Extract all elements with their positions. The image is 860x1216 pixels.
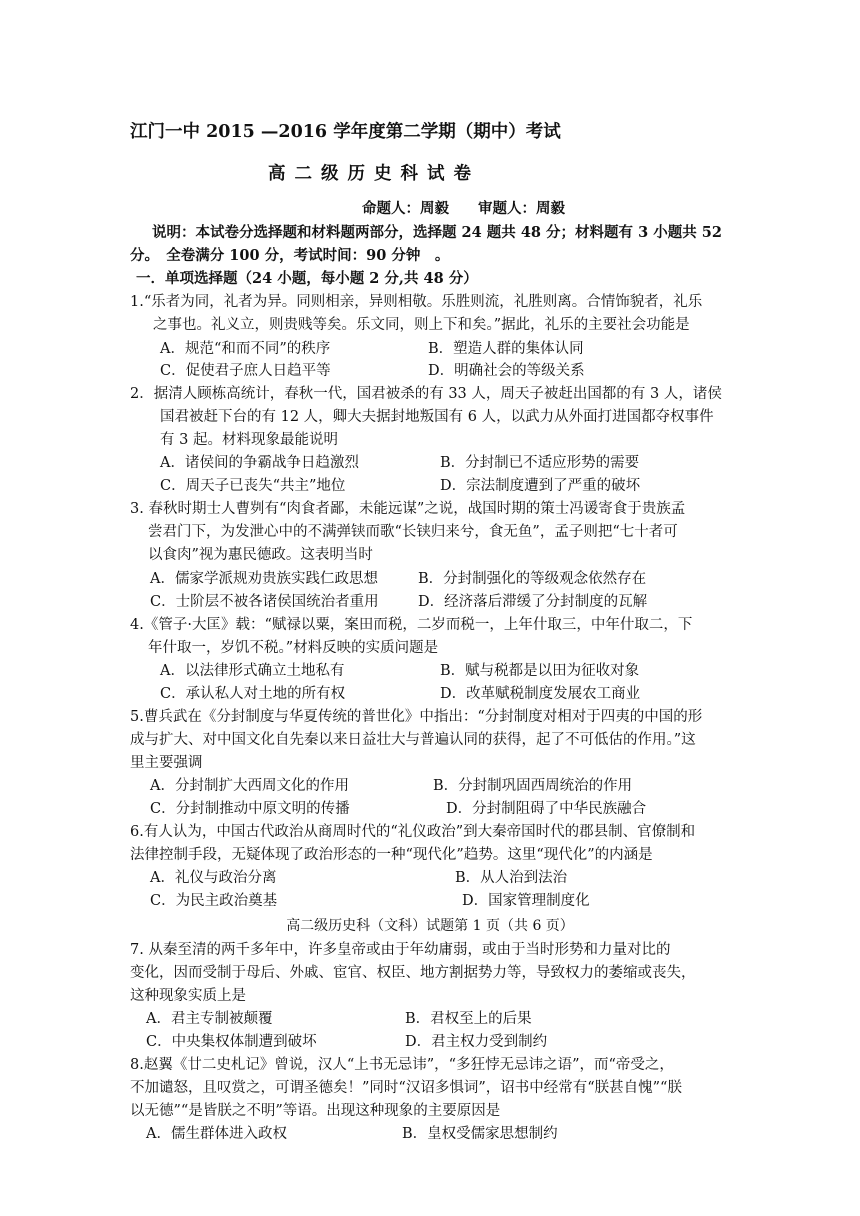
question-7-option-c: C．中央集权体制遭到破坏 (146, 1034, 317, 1050)
question-1-stem-line-2: 之事也。礼义立，则贵贱等矣。乐文同，则上下和矣。”据此，礼乐的主要社会功能是 (153, 317, 690, 333)
question-5-option-c: C．分封制推动中原文明的传播 (150, 801, 350, 817)
question-7-stem-line-1: 7. 从秦至清的两千多年中，许多皇帝或由于年幼庸弱，或由于当时形势和力量对比的 (130, 942, 671, 958)
question-3-stem-line-3: 以食肉”视为惠民德政。这表明当时 (148, 547, 373, 563)
question-3-stem-line-2: 尝君门下，为发泄心中的不满弹铗而歌“长铗归来兮，食无鱼”，孟子则把“七十者可 (148, 524, 678, 540)
question-6-stem-line-2: 法律控制手段，无疑体现了政治形态的一种“现代化”趋势。这里“现代化”的内涵是 (130, 847, 653, 863)
question-6-option-d: D．国家管理制度化 (462, 893, 590, 909)
question-7-option-a: A．君主专制被颠覆 (146, 1011, 273, 1027)
question-2-option-b: B．分封制已不适应形势的需要 (440, 455, 640, 471)
question-5-option-b: B．分封制巩固西周统治的作用 (433, 778, 633, 794)
question-2-option-a: A．诸侯间的争霸战争日趋激烈 (160, 455, 359, 471)
question-6-option-c: C．为民主政治奠基 (150, 893, 278, 909)
question-2-stem-line-3: 有 3 起。材料现象最能说明 (160, 432, 338, 448)
question-4-option-a: A．以法律形式确立土地私有 (160, 663, 345, 679)
exam-title: 江门一中 2015 —2016 学年度第二学期（期中）考试 (130, 122, 561, 142)
question-1-option-b: B．塑造人群的集体认同 (428, 341, 584, 357)
question-7-option-d: D．君主权力受到制约 (405, 1034, 548, 1050)
question-3-option-a: A．儒家学派规劝贵族实践仁政思想 (150, 571, 378, 587)
question-4-stem-line-2: 年什取一，岁饥不税。”材料反映的实质问题是 (148, 640, 439, 656)
section-heading: 一．单项选择题（24 小题，每小题 2 分,共 48 分） (136, 270, 478, 287)
question-1-stem-line-1: 1.“乐者为同，礼者为异。同则相亲，异则相敬。乐胜则流，礼胜则离。合情饰貌者，礼乐 (130, 294, 703, 310)
question-5-stem-line-2: 成与扩大、对中国文化自先秦以来日益壮大与普遍认同的获得，起了不可低估的作用。”这 (130, 732, 696, 748)
question-7-stem-line-2: 变化，因而受制于母后、外戚、宦官、权臣、地方割据势力等，导致权力的萎缩或丧失， (130, 965, 696, 981)
question-8-option-b: B．皇权受儒家思想制约 (402, 1126, 558, 1142)
question-6-option-b: B．从人治到法治 (455, 870, 568, 886)
question-4-option-d: D．改革赋税制度发展农工商业 (440, 686, 641, 702)
question-4-option-b: B．赋与税都是以田为征收对象 (440, 663, 640, 679)
question-5-option-d: D．分封制阻碍了中华民族融合 (446, 801, 647, 817)
instructions-line-2: 分。 全卷满分 100 分，考试时间：90 分钟 。 (130, 247, 450, 264)
question-1-option-a: A．规范“和而不同”的秩序 (160, 341, 331, 357)
question-2-option-c: C．周天子已丧失“共主”地位 (160, 478, 346, 494)
question-6-option-a: A．礼仪与政治分离 (150, 870, 277, 886)
question-8-stem-line-2: 不加谴怒，且叹赏之，可谓圣德矣！”同时“汉诏多惧词”，诏书中经常有“朕甚自愧”“朕 (130, 1080, 682, 1096)
question-2-option-d: D．宗法制度遭到了严重的破坏 (440, 478, 641, 494)
question-3-option-d: D．经济落后滞缓了分封制度的瓦解 (418, 594, 648, 610)
question-2-stem-line-1: 2．据清人顾栋高统计，春秋一代，国君被杀的有 33 人，周天子被赶出国都的有 3 人，诸侯 (130, 386, 722, 402)
question-7-stem-line-3: 这种现象实质上是 (130, 988, 246, 1004)
question-6-stem-line-1: 6.有人认为，中国古代政治从商周时代的“礼仪政治”到大秦帝国时代的郡县制、官僚制和 (130, 824, 696, 840)
question-1-option-c: C．促使君子庶人日趋平等 (160, 363, 331, 379)
question-8-stem-line-3: 以无德”“是皆朕之不明”等语。出现这种现象的主要原因是 (130, 1103, 501, 1119)
question-2-stem-line-2: 国君被赶下台的有 12 人，卿大夫据封地叛国有 6 人，以武力从外面打进国都夺权事件 (160, 409, 714, 425)
question-3-option-c: C．士阶层不被各诸侯国统治者重用 (150, 594, 379, 610)
question-3-stem-line-1: 3. 春秋时期士人曹刿有“肉食者鄙，未能远谋”之说，战国时期的策士冯谖寄食于贵族孟 (130, 501, 686, 517)
question-1-option-d: D．明确社会的等级关系 (428, 363, 585, 379)
question-3-option-b: B．分封制强化的等级观念依然存在 (418, 571, 647, 587)
question-8-option-a: A．儒生群体进入政权 (146, 1126, 287, 1142)
question-5-stem-line-1: 5.曹兵武在《分封制度与华夏传统的普世化》中指出：“分封制度对相对于四夷的中国的形 (130, 709, 703, 725)
question-5-stem-line-3: 里主要强调 (130, 755, 203, 771)
page-footer: 高二级历史科（文科）试题第 1 页（共 6 页） (286, 918, 574, 934)
authors-line: 命题人：周毅 审题人：周毅 (362, 200, 565, 217)
question-4-option-c: C．承认私人对土地的所有权 (160, 686, 346, 702)
question-8-stem-line-1: 8.赵翼《廿二史札记》曾说，汉人“上书无忌讳”，“多狂悖无忌讳之语”，而“帝受之， (130, 1057, 674, 1073)
question-7-option-b: B．君权至上的后果 (405, 1011, 532, 1027)
question-4-stem-line-1: 4.《管子·大匡》载：“赋禄以粟，案田而税，二岁而税一，上年什取三，中年什取二，下 (130, 617, 693, 633)
question-5-option-a: A．分封制扩大西周文化的作用 (150, 778, 349, 794)
exam-subtitle: 高二级历史科试卷 (268, 164, 480, 184)
instructions-line-1: 说明：本试卷分选择题和材料题两部分，选择题 24 题共 48 分；材料题有 3 小题共 52 (152, 224, 722, 241)
